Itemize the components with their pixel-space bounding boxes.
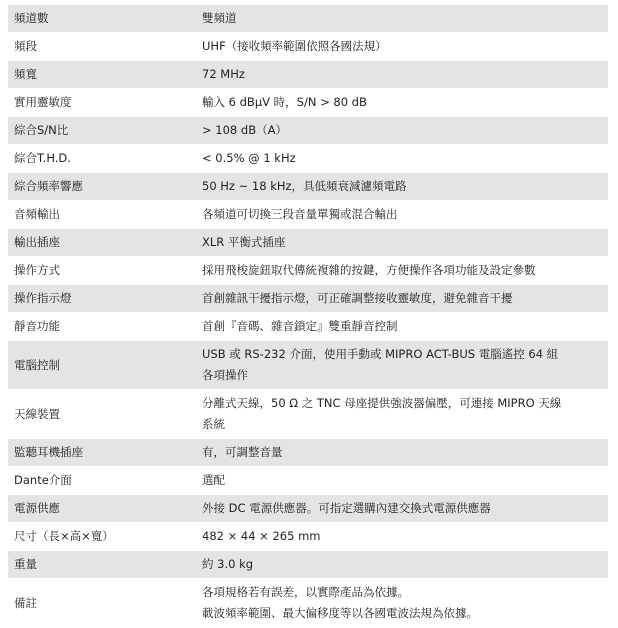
spec-label: 電源供應	[8, 495, 190, 523]
spec-value	[190, 117, 608, 145]
spec-value-line: 482 × 44 × 265 mm	[202, 529, 321, 543]
spec-label: 重量	[8, 551, 190, 579]
spec-label: 綜合S/N比	[8, 117, 190, 145]
spec-label: 頻寬	[8, 61, 190, 89]
spec-value-line: 雙頻道	[202, 11, 237, 25]
spec-table-body	[8, 5, 608, 628]
spec-row	[8, 390, 608, 439]
spec-value	[190, 285, 608, 313]
spec-value	[190, 61, 608, 89]
spec-value-line: < 0.5% @ 1 kHz	[202, 151, 296, 165]
spec-value-line: 約 3.0 kg	[202, 557, 254, 571]
spec-value	[190, 495, 608, 523]
spec-value-line: 72 MHz	[202, 67, 245, 81]
spec-value-line: XLR 平衡式插座	[202, 235, 286, 249]
spec-row	[8, 313, 608, 341]
spec-row	[8, 439, 608, 467]
spec-value	[190, 313, 608, 341]
spec-value-line: 選配	[202, 473, 225, 487]
spec-value-line: USB 或 RS-232 介面，使用手動或 MIPRO ACT-BUS 電腦遙控 64 組	[202, 347, 559, 361]
spec-value-line: 有，可調整音量	[202, 445, 283, 459]
spec-label: 靜音功能	[8, 313, 190, 341]
spec-row	[8, 341, 608, 390]
spec-value	[190, 173, 608, 201]
spec-value-line: 50 Hz ~ 18 kHz，具低頻衰減濾頻電路	[202, 179, 407, 193]
spec-value-line: UHF（接收頻率範圍依照各國法規）	[202, 39, 387, 53]
spec-value-line: 輸入 6 dBμV 時，S/N > 80 dB	[202, 95, 367, 109]
spec-row	[8, 173, 608, 201]
spec-value	[190, 5, 608, 33]
spec-row	[8, 467, 608, 495]
spec-row	[8, 495, 608, 523]
spec-row	[8, 551, 608, 579]
spec-label: 實用靈敏度	[8, 89, 190, 117]
spec-row	[8, 285, 608, 313]
spec-label: 頻道數	[8, 5, 190, 33]
spec-label: 備註	[8, 579, 190, 628]
spec-value-line: 載波頻率範圍、最大偏移度等以各國電波法規為依據。	[202, 606, 478, 620]
spec-value-line: 首創『音碼、雜音鎖定』雙重靜音控制	[202, 319, 398, 333]
spec-row	[8, 257, 608, 285]
spec-value	[190, 390, 608, 439]
spec-label: 監聽耳機插座	[8, 439, 190, 467]
spec-value-line: 採用飛梭旋鈕取代傳統複雜的按鍵，方便操作各項功能及設定參數	[202, 263, 536, 277]
spec-value-line: 分離式天線，50 Ω 之 TNC 母座提供強波器偏壓，可連接 MIPRO 天線	[202, 396, 562, 410]
spec-value-line: 首創雜訊干擾指示燈，可正確調整接收靈敏度，避免雜音干擾	[202, 291, 513, 305]
spec-value	[190, 201, 608, 229]
spec-value	[190, 551, 608, 579]
spec-row	[8, 89, 608, 117]
spec-label: 音頻輸出	[8, 201, 190, 229]
spec-value	[190, 229, 608, 257]
spec-label: 尺寸（長×高×寬）	[8, 523, 190, 551]
spec-label: 操作方式	[8, 257, 190, 285]
spec-value-line: 各項規格若有誤差，以實際產品為依據。	[202, 585, 409, 599]
spec-value-line: > 108 dB（A）	[202, 123, 287, 137]
spec-row	[8, 201, 608, 229]
spec-row	[8, 523, 608, 551]
spec-label: 電腦控制	[8, 341, 190, 390]
spec-value	[190, 467, 608, 495]
spec-row	[8, 33, 608, 61]
spec-row	[8, 117, 608, 145]
spec-row	[8, 61, 608, 89]
spec-value-line: 外接 DC 電源供應器。可指定選購內建交換式電源供應器	[202, 501, 491, 515]
spec-row	[8, 229, 608, 257]
spec-row	[8, 5, 608, 33]
spec-label: 輸出插座	[8, 229, 190, 257]
spec-value	[190, 439, 608, 467]
spec-label: 頻段	[8, 33, 190, 61]
spec-value	[190, 33, 608, 61]
spec-label: 綜合頻率響應	[8, 173, 190, 201]
spec-label: 操作指示燈	[8, 285, 190, 313]
spec-value	[190, 89, 608, 117]
spec-value	[190, 579, 608, 628]
spec-value	[190, 341, 608, 390]
spec-table	[8, 5, 608, 628]
spec-value	[190, 523, 608, 551]
spec-value	[190, 257, 608, 285]
spec-value	[190, 145, 608, 173]
spec-label: 綜合T.H.D.	[8, 145, 190, 173]
spec-label: 天線裝置	[8, 390, 190, 439]
spec-value-line: 系統	[202, 417, 225, 431]
spec-row	[8, 145, 608, 173]
spec-label: Dante介面	[8, 467, 190, 495]
spec-value-line: 各頻道可切換三段音量單獨或混合輸出	[202, 207, 398, 221]
spec-value-line: 各項操作	[202, 368, 248, 382]
spec-row	[8, 579, 608, 628]
